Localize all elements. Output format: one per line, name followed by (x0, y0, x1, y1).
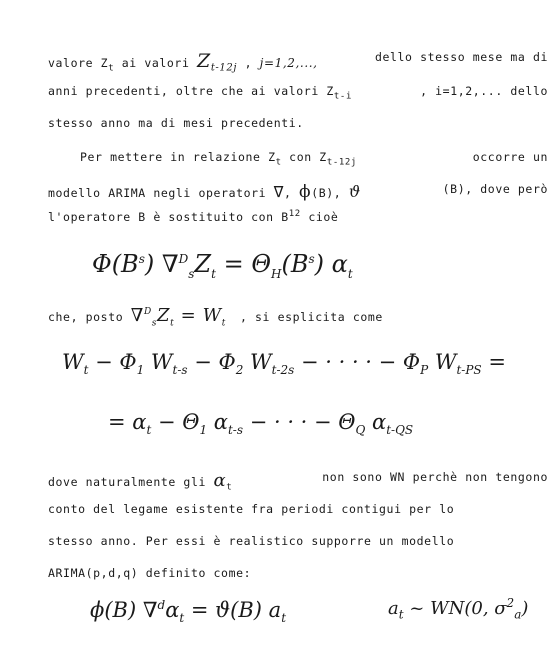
text-segment: Z (156, 305, 171, 326)
text-segment: Z (194, 250, 212, 278)
paragraph-1-line-1 (48, 50, 548, 72)
text-segment: − (187, 350, 219, 374)
subscript: t (398, 607, 404, 622)
handwritten-index: j=1,2,..., (259, 56, 318, 70)
subscript: s (151, 318, 157, 329)
text-segment: , (237, 56, 260, 70)
subscript: t-PS (456, 363, 482, 378)
subscript: t (83, 363, 89, 378)
text-segment: W (144, 350, 173, 374)
nabla-symbol: ∇ (142, 598, 158, 622)
text-segment: cioè (300, 210, 339, 224)
Theta-symbol: Θ (251, 250, 271, 278)
Phi-symbol: Φ (92, 250, 112, 278)
superscript: d (157, 598, 166, 612)
text-segment: = (184, 598, 216, 622)
subscript: t (226, 482, 233, 493)
paragraph-2-line-3 (48, 210, 548, 224)
equation-3 (108, 410, 414, 438)
text-segment: ) (144, 250, 162, 278)
text-segment: (B) (230, 598, 269, 622)
Phi-symbol: Φ (218, 350, 236, 374)
Theta-symbol: Θ (338, 410, 356, 434)
phi-symbol: ϕ (299, 182, 312, 202)
equation-2 (62, 350, 506, 378)
superscript: s (138, 252, 145, 266)
paragraph-1-line-3: stesso anno ma di mesi precedenti. (48, 116, 304, 130)
subscript: s (188, 266, 195, 281)
subscript: t (211, 266, 216, 281)
alpha-symbol: α (165, 598, 180, 622)
subscript: t (146, 423, 152, 438)
paragraph-4-line-1 (48, 470, 548, 491)
alpha-symbol: α (213, 470, 227, 491)
text-segment: ai valori (114, 56, 197, 70)
subscript: P (420, 363, 429, 378)
text-segment: (B), dove però (442, 182, 548, 196)
subscript: t-s (227, 423, 244, 438)
nabla-symbol: ∇ (161, 250, 179, 278)
paragraph-1-line-2 (48, 84, 548, 102)
text-segment: , (283, 186, 300, 200)
text-segment: = (108, 410, 133, 434)
text-segment: (B (281, 250, 309, 278)
text-segment: − (151, 410, 183, 434)
text-segment: che, posto (48, 310, 131, 324)
text-segment: (B), (311, 186, 349, 200)
text-segment: = (481, 350, 506, 374)
text-segment: non sono WN perchè non tengono (322, 470, 548, 484)
paragraph-2-line-2 (48, 182, 548, 202)
alpha-symbol: α (132, 410, 147, 434)
subscript: a (514, 607, 522, 622)
text-segment: = (174, 305, 203, 326)
text-segment: occorre un (472, 150, 548, 164)
subscript: t-s (172, 363, 188, 378)
text-segment: W (243, 350, 272, 374)
subscript: t (275, 157, 282, 168)
text-segment: a (268, 598, 282, 622)
paragraph-2-line-1 (80, 150, 548, 168)
subscript: 1 (199, 423, 208, 438)
theta-symbol: ϑ (215, 598, 231, 622)
inline-formula (130, 305, 226, 329)
subscript: t (170, 318, 175, 329)
handwritten-variable: Z (197, 50, 211, 72)
text-segment: = (215, 250, 252, 278)
text-segment: con Z (281, 150, 327, 164)
subscript: t-12j (326, 157, 357, 168)
subscript: 1 (136, 363, 145, 378)
paragraph-4-line-2: conto del legame esistente fra periodi contigui per lo (48, 502, 455, 516)
text-segment: a (388, 598, 399, 619)
text-segment: ) (521, 598, 529, 619)
superscript: D (143, 307, 152, 317)
text-segment: W (202, 305, 222, 326)
text-segment: dove naturalmente gli (48, 475, 214, 489)
equation-5 (388, 596, 529, 622)
phi-symbol: ϕ (90, 598, 105, 622)
subscript: 2 (235, 363, 244, 378)
subscript: t (179, 611, 185, 626)
subscript: H (271, 266, 282, 281)
superscript: 2 (506, 596, 515, 610)
subscript: t-2s (271, 363, 295, 378)
subscript: t (281, 611, 287, 626)
equation-1 (92, 250, 353, 281)
text-segment: W (428, 350, 457, 374)
text-segment: modello ARIMA negli operatori (48, 186, 274, 200)
handwritten-subscript: t-12j (210, 62, 238, 74)
paragraph-3 (48, 305, 548, 329)
subscript: t (221, 318, 226, 329)
Phi-symbol: Φ (402, 350, 421, 374)
text-segment: W (62, 350, 84, 374)
subscript: Q (355, 423, 366, 438)
text-segment: (B (111, 250, 139, 278)
subscript: t-i (333, 91, 352, 102)
nabla-symbol: ∇ (130, 305, 144, 326)
text-segment: − (88, 350, 120, 374)
text-segment: α (365, 410, 387, 434)
subscript: t-QS (386, 423, 414, 438)
subscript: t (347, 266, 353, 281)
theta-symbol: ϑ (348, 182, 361, 201)
text-segment: ) (314, 250, 332, 278)
text-segment: , si esplicita come (239, 310, 383, 324)
text-segment: Per mettere in relazione Z (80, 150, 276, 164)
superscript: D (178, 252, 189, 266)
text-segment: dello stesso mese ma di (374, 50, 548, 64)
Theta-symbol: Θ (182, 410, 200, 434)
nabla-symbol: ∇ (273, 182, 284, 201)
text-segment: α (207, 410, 228, 434)
text-segment: ~ WN(0, σ (403, 598, 507, 619)
text-segment: − · · · · − (294, 350, 403, 374)
subscript: t (108, 63, 115, 74)
text-segment: anni precedenti, oltre che ai valori Z (48, 84, 334, 98)
text-segment: valore Z (48, 56, 109, 70)
alpha-symbol: α (331, 250, 348, 278)
text-segment: , i=1,2,... dello (420, 84, 548, 98)
text-segment: l'operatore B è sostituito con B (48, 210, 289, 224)
paragraph-4-line-4: ARIMA(p,d,q) definito come: (48, 566, 252, 580)
equation-4 (90, 598, 287, 626)
text-segment: (B) (104, 598, 143, 622)
superscript: 12 (288, 209, 301, 220)
text-segment: − · · · − (243, 410, 339, 434)
superscript: s (308, 252, 315, 266)
paragraph-4-line-3: stesso anno. Per essi è realistico supporre un modello (48, 534, 455, 548)
Phi-symbol: Φ (119, 350, 137, 374)
